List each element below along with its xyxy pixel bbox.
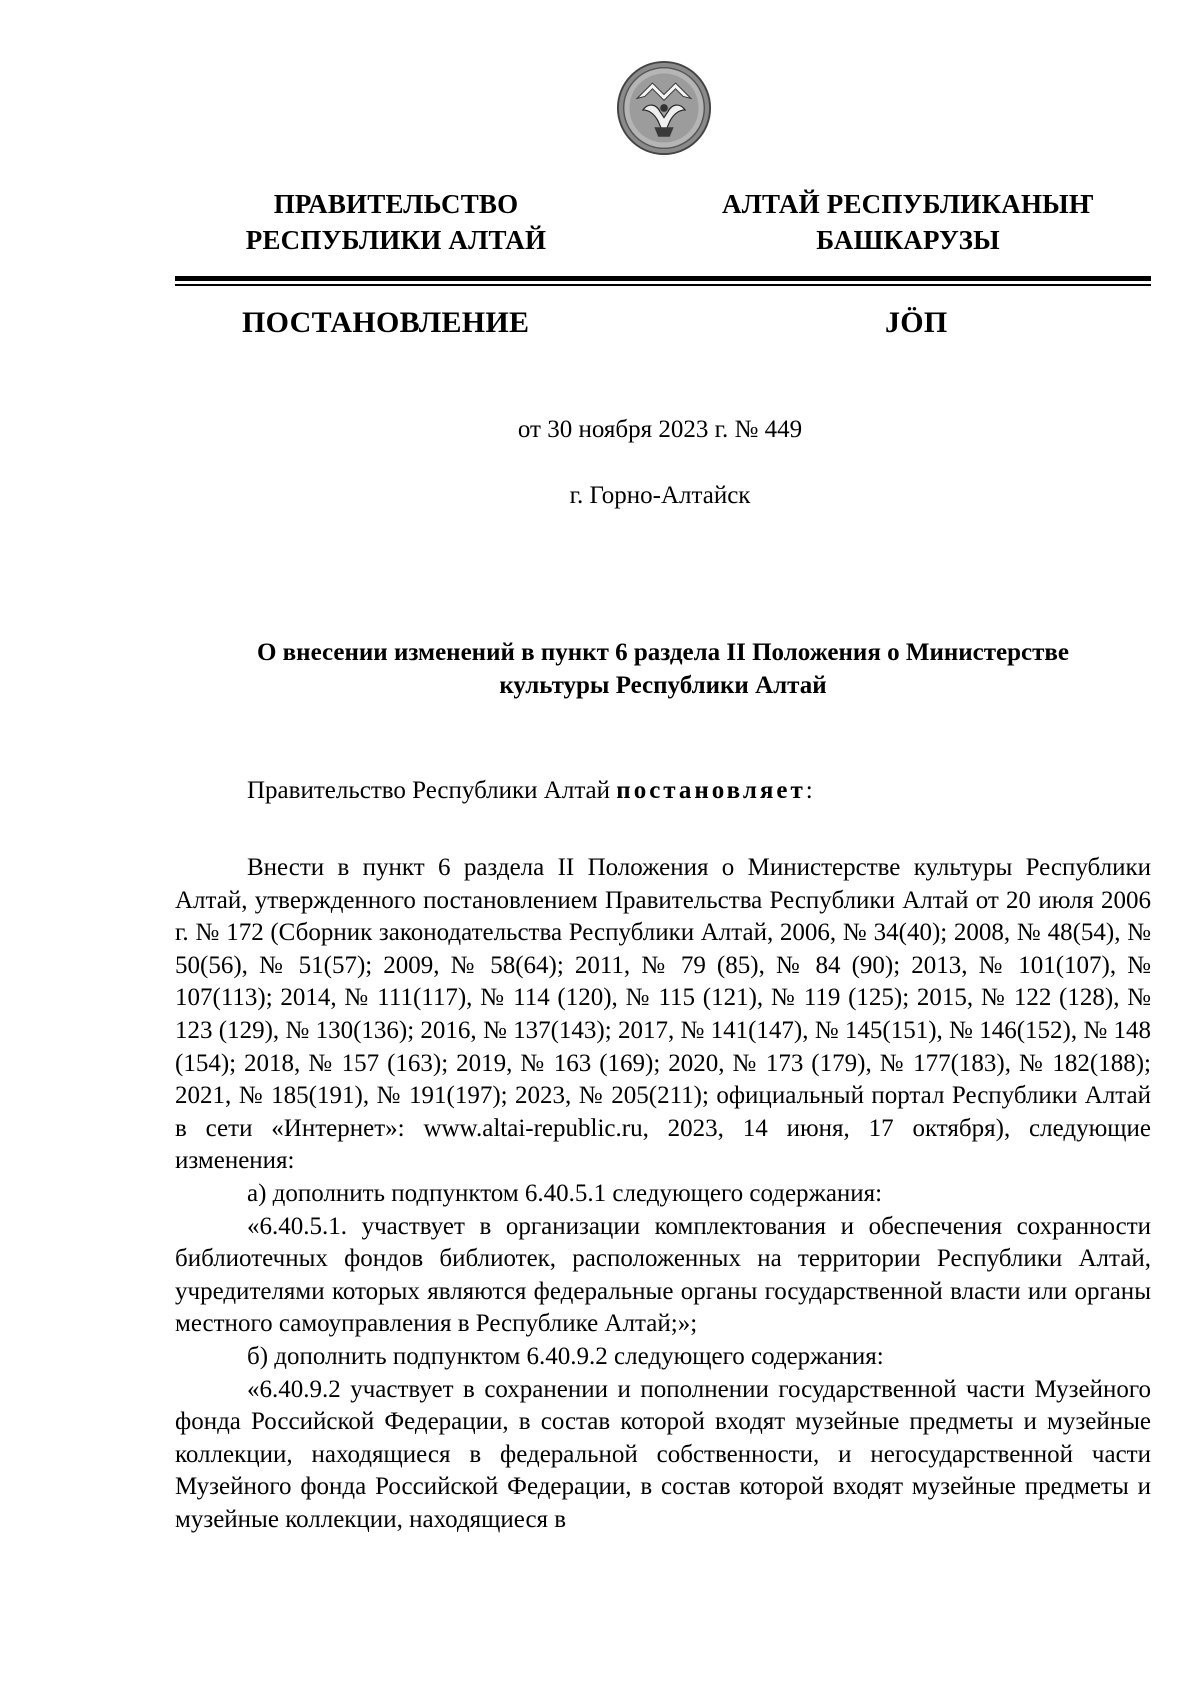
org-left-line2: РЕСПУБЛИКИ АЛТАЙ bbox=[245, 225, 547, 255]
coat-of-arms-icon bbox=[616, 60, 712, 156]
document-body bbox=[175, 852, 1151, 1536]
paragraph-quote-b: «6.40.9.2 участвует в сохранении и пополнении государственной части Музейного фонда Российской Федерации, в состав которой входят музейные предметы и музейные коллекции, находящиеся в федеральной собственности, и негосударственной части Музейного фонда Российской Федерации, в состав которой входят музейные предметы и музейные коллекции, находящиеся в bbox=[175, 1375, 1151, 1533]
city: г. Горно-Алтайск bbox=[569, 482, 751, 509]
header-divider-thin bbox=[175, 284, 1151, 286]
org-name-russian bbox=[186, 186, 606, 258]
paragraph-quote-a: «6.40.5.1. участвует в организации комплектования и обеспечения сохранности библиотечных фондов библиотек, расположенных на территории Республики Алтай, учредителями которых являются федеральные органы государственной власти или органы местного самоуправления в Республике Алтай;»; bbox=[175, 1212, 1151, 1338]
document-title bbox=[175, 636, 1151, 702]
intro-prefix: Правительство Республики Алтай bbox=[247, 777, 617, 804]
date-number: от 30 ноября 2023 г. № 449 bbox=[517, 416, 803, 443]
org-right-line1: АЛТАЙ РЕСПУБЛИКАНЫҤ bbox=[722, 189, 1094, 219]
intro-keyword: постановляет bbox=[616, 777, 806, 804]
doc-type-russian: ПОСТАНОВЛЕНИЕ bbox=[242, 306, 530, 339]
paragraph-item-b: б) дополнить подпунктом 6.40.9.2 следующего содержания: bbox=[247, 1342, 884, 1370]
org-right-line2: БАШКАРУЗЫ bbox=[816, 225, 1000, 255]
doc-type-altai: JӦП bbox=[885, 306, 948, 339]
org-name-altai bbox=[698, 186, 1118, 258]
paragraph-main: Внести в пункт 6 раздела II Положения о Министерстве культуры Республики Алтай, утвержденного постановлением Правительства Республики Алтай от 20 июля 2006 г. № 172 (Сборник законодательства Республики Алтай, 2006, № 34(40); 2008, № 48(54), № 50(56), № 51(57); 2009, № 58(64); 2011, № 79 (85), № 84 (90); 2013, № 101(107), № 107(113); 2014, № 111(117), № 114 (120), № 115 (121), № 119 (125); 2015, № 122 (128), № 123 (129), № 130(136); 2016, № 137(143); 2017, № 141(147), № 145(151), № 146(152), № 148 (154); 2018, № 157 (163); 2019, № 163 (169); 2020, № 173 (179), № 177(183), № 182(188); 2021, № 185(191), № 191(197); 2023, № 205(211); официальный портал Республики Алтай в сети «Интернет»: www.altai-republic.ru, 2023, 14 июня, 17 октября), следующие изменения: bbox=[175, 854, 1151, 1175]
title-line1: О внесении изменений в пункт 6 раздела II Положения о Министерстве bbox=[256, 639, 1070, 666]
header-divider-thick bbox=[175, 276, 1151, 281]
org-left-line1: ПРАВИТЕЛЬСТВО bbox=[273, 189, 519, 219]
intro-suffix: : bbox=[805, 777, 813, 804]
paragraph-item-a: а) дополнить подпунктом 6.40.5.1 следующего содержания: bbox=[247, 1179, 883, 1207]
resolution-intro bbox=[175, 775, 1151, 808]
title-line2: культуры Республики Алтай bbox=[499, 672, 827, 699]
